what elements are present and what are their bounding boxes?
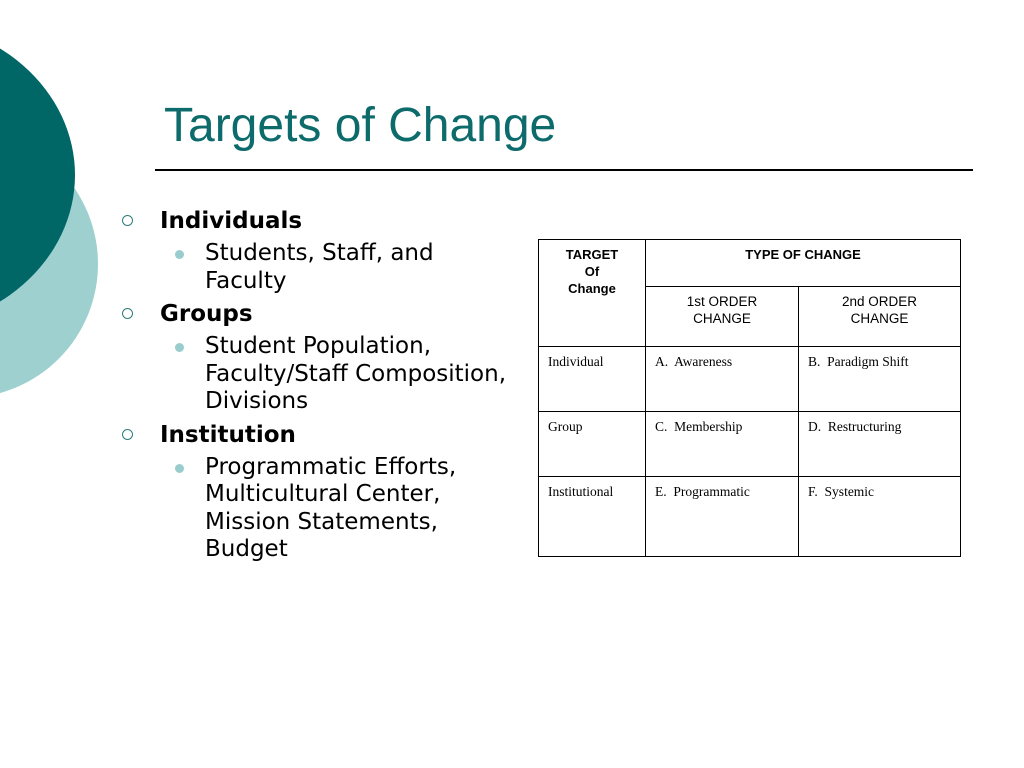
- table-cell-second-order: B. Paradigm Shift: [799, 347, 961, 412]
- slide-title: Targets of Change: [164, 99, 557, 152]
- sub-bullet-item: [160, 333, 522, 416]
- hollow-circle-bullet-icon: [122, 308, 133, 319]
- target-of-change-header: [539, 240, 646, 347]
- table-cell-target: Group: [539, 412, 646, 477]
- table-row: [539, 347, 961, 412]
- header-line: CHANGE: [850, 311, 909, 326]
- outline-item-groups: [122, 299, 522, 416]
- outline-heading: Institution: [160, 421, 296, 448]
- dot-bullet-icon: [175, 464, 184, 473]
- table-cell-first-order: E. Programmatic: [646, 477, 799, 557]
- header-line: Change: [568, 281, 616, 296]
- table-header-row: [539, 240, 961, 287]
- title-divider: [155, 169, 973, 171]
- first-order-change-header: [646, 287, 799, 347]
- table-cell-target: Individual: [539, 347, 646, 412]
- sub-bullet-item: [160, 240, 522, 295]
- table-cell-second-order: F. Systemic: [799, 477, 961, 557]
- header-line: CHANGE: [693, 311, 751, 326]
- outline-item-individuals: [122, 206, 522, 295]
- table-row: [539, 412, 961, 477]
- sub-bullet-text: Programmatic Efforts, Multicultural Center, Mission Statements, Budget: [205, 453, 457, 562]
- outline-item-institution: [122, 420, 522, 564]
- table-cell-first-order: C. Membership: [646, 412, 799, 477]
- sub-bullet-text: Student Population, Faculty/Staff Composition, Divisions: [205, 333, 507, 414]
- table-row: [539, 477, 961, 557]
- bullet-outline: [122, 206, 522, 568]
- second-order-change-header: [799, 287, 961, 347]
- type-of-change-header: TYPE OF CHANGE: [646, 240, 961, 287]
- sub-bullet-list: [160, 333, 522, 416]
- dot-bullet-icon: [175, 250, 184, 259]
- header-line: 1st ORDER: [686, 294, 758, 309]
- sub-bullet-list: [160, 240, 522, 295]
- table-cell-first-order: A. Awareness: [646, 347, 799, 412]
- outline-heading: Groups: [160, 301, 253, 327]
- table-cell-second-order: D. Restructuring: [799, 412, 961, 477]
- dot-bullet-icon: [175, 343, 184, 352]
- hollow-circle-bullet-icon: [122, 215, 133, 226]
- sub-bullet-list: [160, 454, 522, 564]
- change-matrix-table: [538, 239, 961, 557]
- sub-bullet-text: Students, Staff, and Faculty: [205, 240, 434, 294]
- header-line: 2nd ORDER: [841, 294, 918, 309]
- outline-heading: Individuals: [160, 208, 303, 234]
- sub-bullet-item: [160, 454, 522, 564]
- table-cell-target: Institutional: [539, 477, 646, 557]
- header-line: TARGET: [565, 247, 619, 262]
- hollow-circle-bullet-icon: [122, 429, 133, 440]
- header-line: Of: [584, 264, 600, 279]
